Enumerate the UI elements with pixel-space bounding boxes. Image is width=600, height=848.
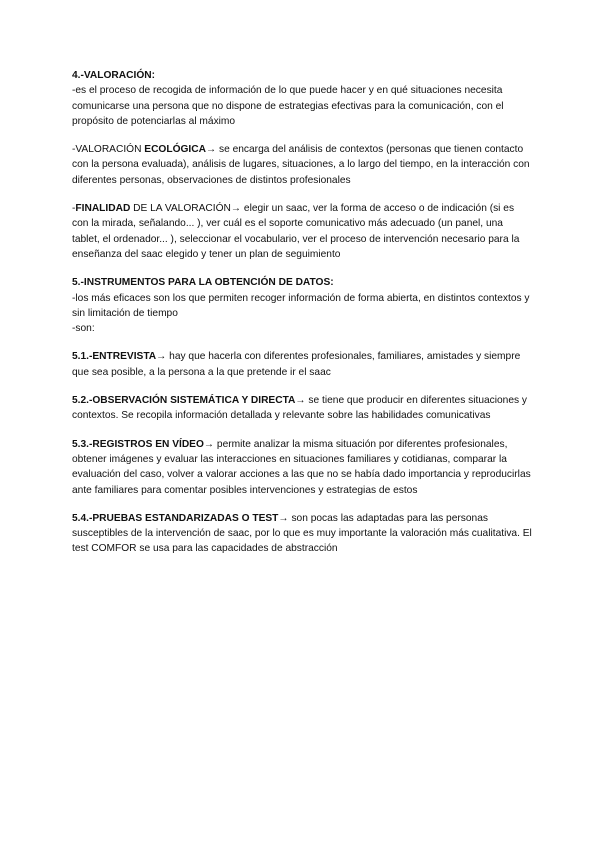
bold-term: 5.3.-REGISTROS EN VÍDEO [72, 438, 204, 450]
paragraph-text: → son pocas las adaptadas para las personas susceptibles de la intervención de saac, por lo que es muy importante la valoración más cualitativa. El test COMFOR se usa para las capacidades de abstracción [72, 512, 532, 555]
paragraph-text: → permite analizar la misma situación por diferentes profesionales, obtener imágenes y evaluar las interacciones en situaciones familiares y cotidianas, comparar la evaluación del caso, volver a valorar acciones a las que no se había dado importancia y reproducirlas ante familiares para comentar posibles intervenciones y estrategias de estos [72, 438, 531, 496]
paragraph-prefix: - [72, 203, 76, 215]
section-instrumentos [72, 275, 532, 336]
subsection-entrevista [72, 349, 532, 380]
bold-term: ECOLÓGICA [144, 144, 206, 156]
paragraph [72, 349, 532, 380]
subsection-pruebas [72, 511, 532, 557]
section-heading: 5.-INSTRUMENTOS PARA LA OBTENCIÓN DE DATOS: [72, 277, 334, 289]
paragraph-prefix: -VALORACIÓN [72, 144, 145, 156]
paragraph-finalidad [72, 201, 532, 262]
paragraph-text: → hay que hacerla con diferentes profesionales, familiares, amistades y siempre que sea posible, a la persona a la que pretende ir el saac [72, 351, 521, 378]
paragraph-text: → se encarga del análisis de contextos (personas que tienen contacto con la persona evaluada), análisis de lugares, situaciones, a lo largo del tiempo, en la interacción con diferentes personas, observaciones de distintos profesionales [72, 144, 530, 186]
paragraph-valoracion-ecologica [72, 142, 532, 188]
paragraph [72, 201, 532, 262]
bold-term: 5.1.-ENTREVISTA [72, 351, 157, 363]
subsection-registros-video [72, 437, 532, 498]
bold-term: 5.4.-PRUEBAS ESTANDARIZADAS O TEST [72, 512, 279, 524]
paragraph [72, 393, 532, 424]
section-valoracion [72, 68, 532, 129]
bold-term: 5.2.-OBSERVACIÓN SISTEMÁTICA Y DIRECTA [72, 395, 296, 407]
document-page [72, 68, 532, 570]
paragraph [72, 511, 532, 557]
paragraph [72, 437, 532, 498]
paragraph: -es el proceso de recogida de información de lo que puede hacer y en qué situaciones necesita comunicarse una persona que no dispone de estrategias efectivas para la comunicación, con el propósito de potenciarlas al máximo [72, 85, 504, 127]
paragraph-middle: DE LA VALORACIÓN [130, 203, 231, 215]
paragraph: -son: [72, 323, 95, 335]
section-heading: 4.-VALORACIÓN: [72, 70, 156, 81]
paragraph-text: → se tiene que producir en diferentes situaciones y contextos. Se recopila información detallada y relevante sobre las habilidades comunicativas [72, 395, 528, 422]
paragraph-text: → elegir un saac, ver la forma de acceso o de indicación (si es con la mirada, señalando... ), ver cuál es el soporte comunicativo más adecuado (un panel, una tablet, el ordenador... ), seleccionar el vocabulario, ver el proceso de intervención necesario para la enseñanza del saac elegido y tener un plan de seguimiento [72, 203, 520, 260]
paragraph: -los más eficaces son los que permiten recoger información de forma abierta, en distintos contextos y sin limitación de tiempo [72, 292, 530, 319]
subsection-observacion [72, 393, 532, 424]
paragraph [72, 142, 532, 188]
bold-term: FINALIDAD [75, 203, 131, 215]
